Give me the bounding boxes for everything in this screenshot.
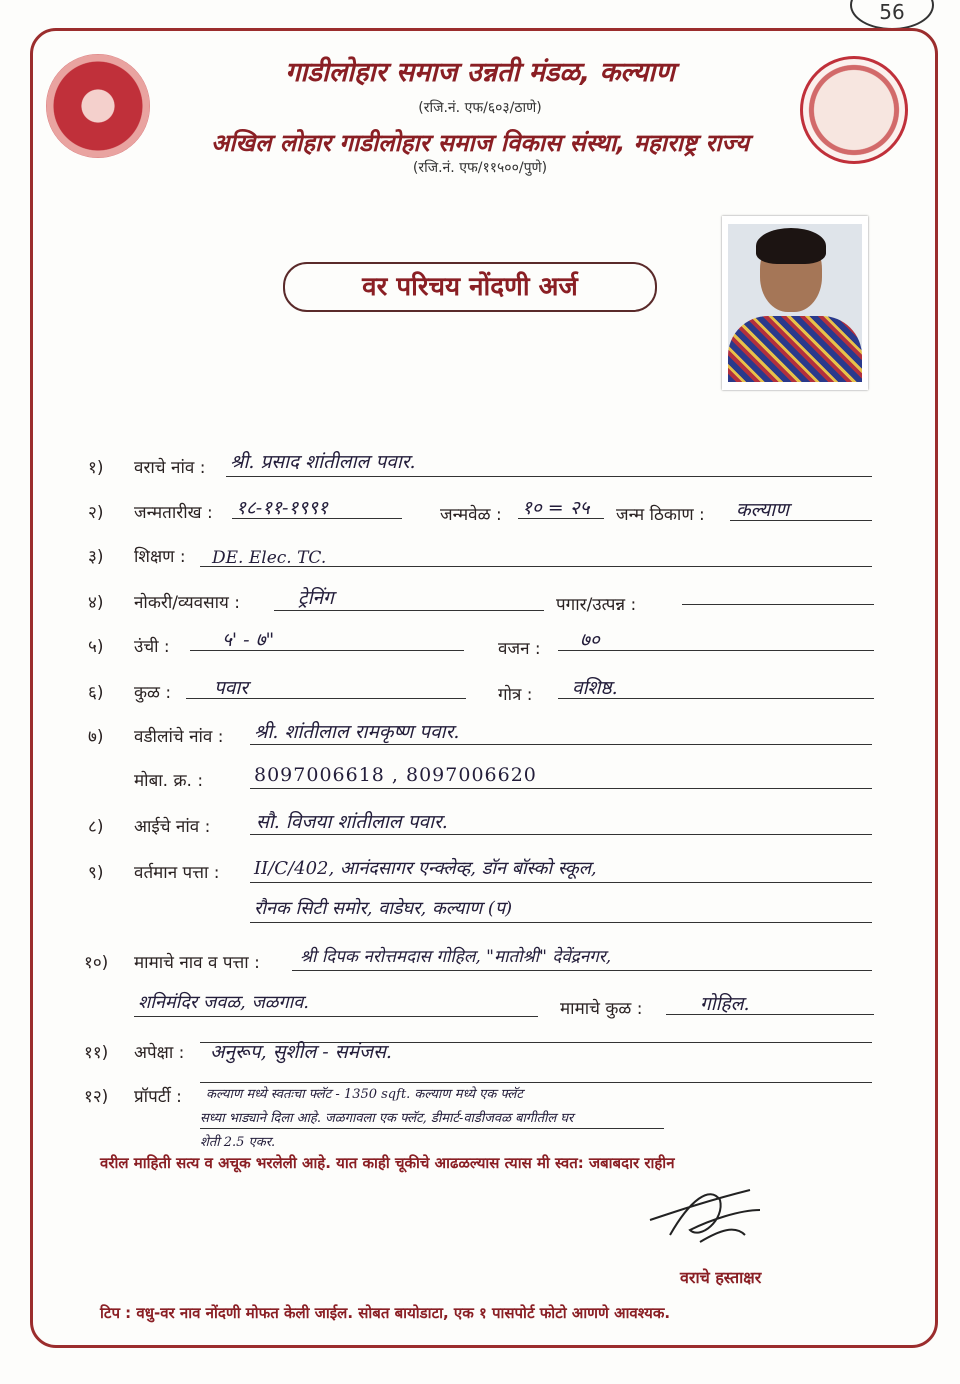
education-label: शिक्षण : [134, 547, 186, 567]
right-seal-logo [800, 56, 908, 164]
mother-value: सौ. विजया शांतीलाल पवार. [256, 811, 448, 833]
birth-time-label: जन्मवेळ : [440, 505, 502, 525]
address-line1: II/C/402, आनंदसागर एन्क्लेव्ह, डॉन बॉस्को स्कूल, [254, 858, 597, 879]
uncle-line1: श्री दिपक नरोत्तमदास गोहिल, "मातोश्री" देवेंद्रनगर, [300, 947, 612, 967]
address-label: वर्तमान पत्ता : [134, 863, 220, 883]
weight-value: ७० [580, 629, 600, 651]
father-label: वडीलांचे नांव : [134, 727, 224, 747]
org2-registration: (रजि.नं. एफ/११५००/पुणे) [412, 160, 548, 176]
dob-label: जन्मतारीख : [134, 503, 213, 523]
expectation-label: अपेक्षा : [134, 1043, 185, 1063]
passport-photo [722, 216, 868, 390]
field-num: ६) [88, 683, 104, 703]
gotra-label: गोत्र : [498, 685, 533, 705]
uncle-label: मामाचे नाव व पत्ता : [134, 953, 260, 973]
field-num: १) [88, 458, 104, 478]
field-num: ११) [84, 1043, 109, 1063]
org2-title: अखिल लोहार गाडीलोहार समाज विकास संस्था, महाराष्ट्र राज्य [210, 129, 750, 157]
field-num: ७) [88, 727, 104, 747]
kul-value: पवार [214, 677, 249, 699]
org1-title: गाडीलोहार समाज उन्नती मंडळ, कल्याण [285, 57, 675, 88]
property-line1: कल्याण मध्ये स्वतःचा फ्लॅट - 1350 sqft. कल्याण मध्ये एक फ्लॅट [206, 1087, 523, 1102]
field-num: ५) [88, 637, 104, 657]
uncle-line2: शनिमंदिर जवळ, जळगाव. [138, 992, 310, 1013]
field-num: १२) [84, 1087, 109, 1107]
uncle-kul-label: मामाचे कुळ : [560, 999, 643, 1019]
property-line2: सध्या भाड्याने दिला आहे. जळगावला एक फ्लॅट, डीमार्ट-वाडीजवळ बागीतील घर [200, 1111, 574, 1126]
footer-tip: टिप : वधु-वर नाव नोंदणी मोफत केली जाईल. सोबत बायोडाटा, एक १ पासपोर्ट फोटो आणणे आवश्यक. [100, 1304, 671, 1322]
property-label: प्रॉपर्टी : [134, 1087, 182, 1107]
field-num: ८) [88, 817, 104, 837]
birth-place-label: जन्म ठिकाण : [616, 505, 705, 525]
job-value: ट्रेनिंग [298, 587, 334, 609]
field-num: ९) [88, 863, 104, 883]
salary-label: पगार/उत्पन्न : [556, 595, 637, 615]
property-line3: शेती 2.5 एकर. [200, 1135, 276, 1150]
father-value: श्री. शांतीलाल रामकृष्ण पवार. [254, 721, 460, 743]
mobile-label: मोबा. क्र. : [134, 771, 204, 791]
birth-time-value: १० = २५ [522, 497, 590, 519]
address-line2: रौनक सिटी समोर, वाडेघर, कल्याण (प) [254, 898, 513, 919]
name-label: वराचे नांव : [134, 458, 206, 478]
kul-label: कुळ : [134, 683, 172, 703]
left-emblem-logo [46, 54, 150, 158]
weight-label: वजन : [498, 639, 541, 659]
height-value: ५' - ७" [222, 629, 275, 651]
education-value: DE. Elec. TC. [212, 548, 327, 568]
field-num: १०) [84, 953, 109, 973]
dob-value: १८-११-१९९१ [236, 497, 328, 519]
name-value: श्री. प्रसाद शांतीलाल पवार. [230, 451, 416, 473]
page-number: 56 [850, 0, 934, 30]
form-title: वर परिचय नोंदणी अर्ज [283, 262, 657, 312]
mobile-value: 8097006618 , 8097006620 [254, 764, 537, 786]
mother-label: आईचे नांव : [134, 817, 211, 837]
job-label: नोकरी/व्यवसाय : [134, 593, 240, 613]
declaration-text: वरील माहिती सत्य व अचूक भरलेली आहे. यात काही चूकीचे आढळल्यास त्यास मी स्वत: जबाबदार राहीन [100, 1154, 675, 1172]
field-num: ४) [88, 593, 104, 613]
org1-registration: (रजि.नं. एफ/६०३/ठाणे) [418, 100, 542, 116]
expectation-value: अनुरूप, सुशील - समंजस. [210, 1041, 392, 1063]
field-num: ३) [88, 547, 104, 567]
uncle-kul-value: गोहिल. [700, 993, 750, 1015]
signature-image [640, 1180, 770, 1250]
height-label: उंची : [134, 637, 170, 657]
birth-place-value: कल्याण [736, 499, 789, 521]
signature-label: वराचे हस्ताक्षर [680, 1268, 762, 1287]
gotra-value: वशिष्ठ. [572, 677, 618, 699]
field-num: २) [88, 503, 104, 523]
